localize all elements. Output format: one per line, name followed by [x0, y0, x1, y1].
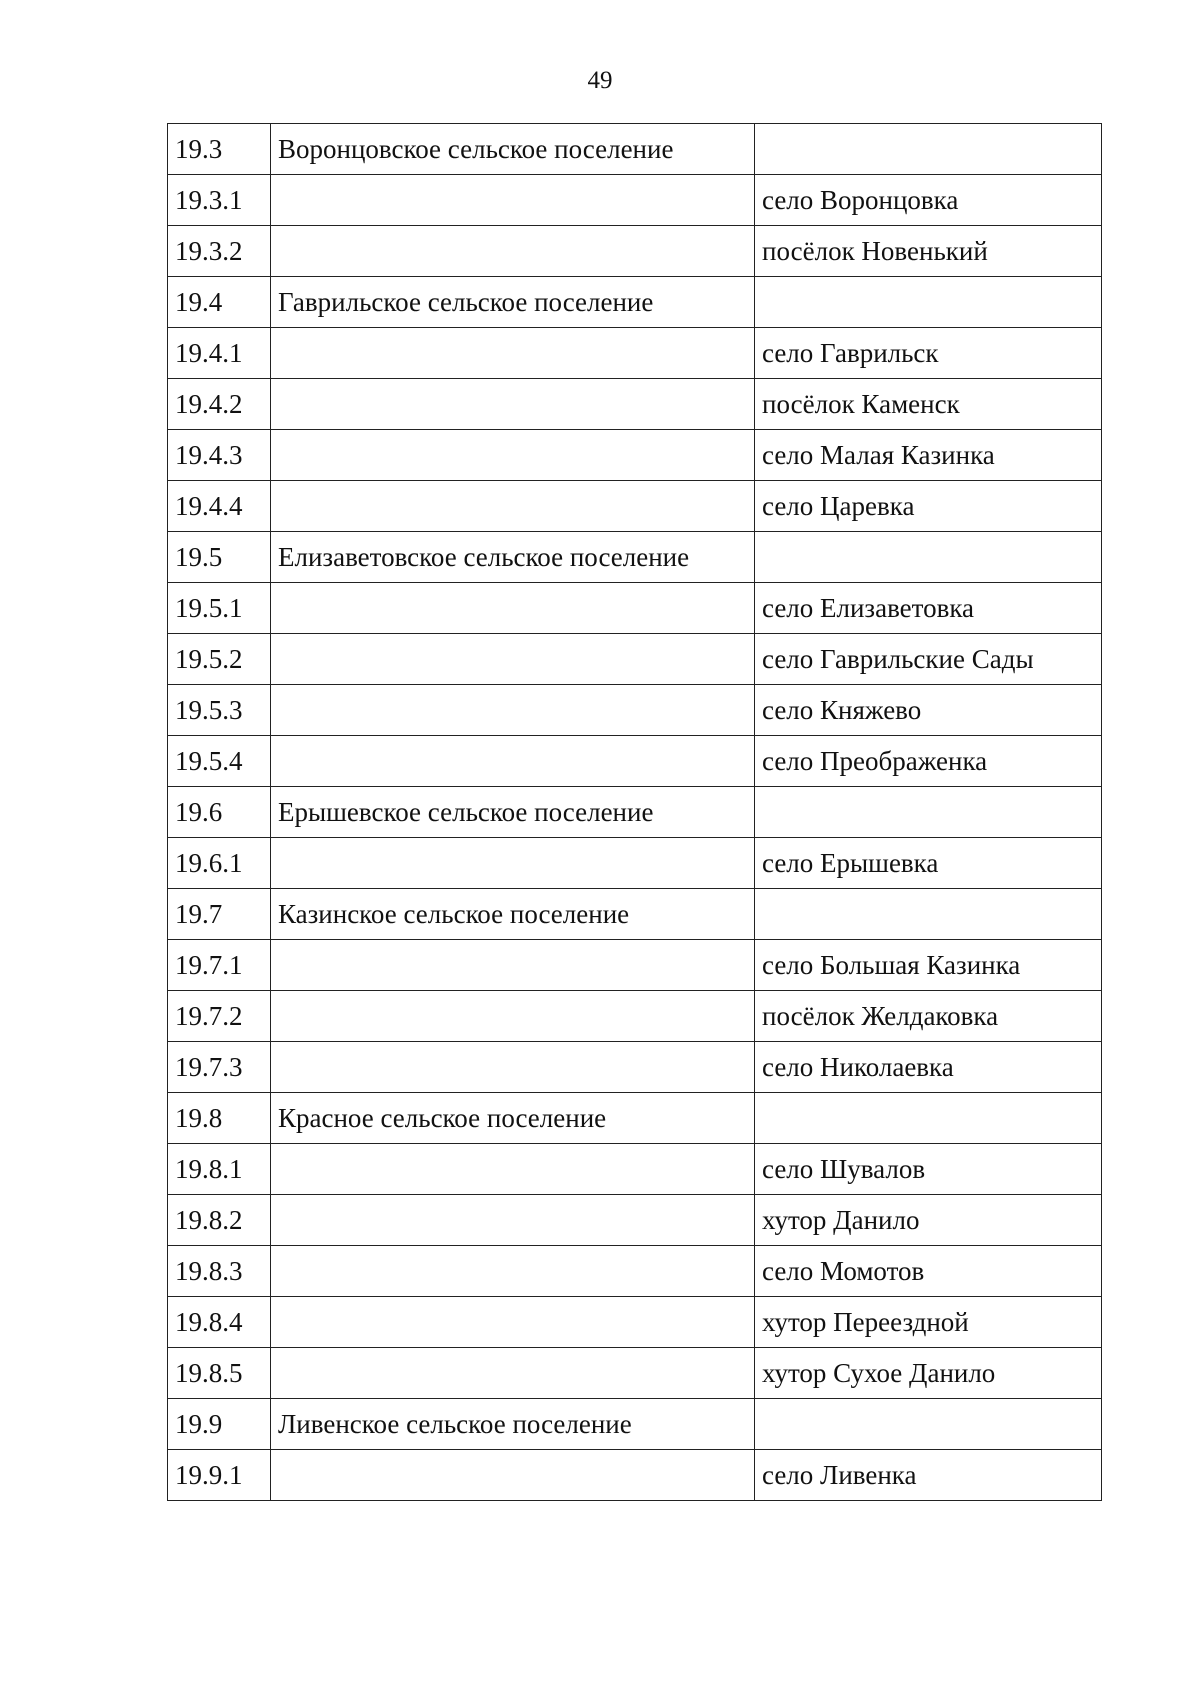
table-row	[168, 1297, 1102, 1348]
table-row	[168, 277, 1102, 328]
row-locality: село Гаврильские Сады	[755, 634, 1102, 685]
row-settlement	[271, 1450, 755, 1501]
table-row	[168, 1195, 1102, 1246]
row-settlement	[271, 175, 755, 226]
row-code: 19.7.3	[168, 1042, 271, 1093]
row-locality: село Преображенка	[755, 736, 1102, 787]
row-code: 19.6.1	[168, 838, 271, 889]
row-code: 19.8.3	[168, 1246, 271, 1297]
row-code: 19.5.2	[168, 634, 271, 685]
row-locality: село Ерышевка	[755, 838, 1102, 889]
row-code: 19.4.4	[168, 481, 271, 532]
table-row	[168, 1246, 1102, 1297]
table-row	[168, 328, 1102, 379]
row-locality	[755, 277, 1102, 328]
row-settlement	[271, 940, 755, 991]
row-locality: село Княжево	[755, 685, 1102, 736]
table-row	[168, 991, 1102, 1042]
row-settlement	[271, 1246, 755, 1297]
row-code: 19.5	[168, 532, 271, 583]
row-settlement	[271, 1144, 755, 1195]
row-locality: село Ливенка	[755, 1450, 1102, 1501]
row-locality: село Гаврильск	[755, 328, 1102, 379]
row-settlement	[271, 1348, 755, 1399]
row-settlement: Ерышевское сельское поселение	[271, 787, 755, 838]
row-code: 19.9	[168, 1399, 271, 1450]
row-code: 19.3.1	[168, 175, 271, 226]
row-code: 19.5.3	[168, 685, 271, 736]
row-locality: село Малая Казинка	[755, 430, 1102, 481]
table-row	[168, 634, 1102, 685]
table-row	[168, 940, 1102, 991]
row-locality: посёлок Желдаковка	[755, 991, 1102, 1042]
row-code: 19.4.3	[168, 430, 271, 481]
row-code: 19.5.1	[168, 583, 271, 634]
row-settlement	[271, 481, 755, 532]
row-settlement	[271, 991, 755, 1042]
row-settlement: Ливенское сельское поселение	[271, 1399, 755, 1450]
table-row	[168, 1348, 1102, 1399]
settlement-table	[167, 123, 1102, 1501]
row-locality: село Николаевка	[755, 1042, 1102, 1093]
row-settlement	[271, 838, 755, 889]
table-row	[168, 532, 1102, 583]
row-settlement	[271, 685, 755, 736]
page-number: 49	[587, 67, 613, 94]
row-locality	[755, 532, 1102, 583]
row-locality: село Воронцовка	[755, 175, 1102, 226]
table-row	[168, 736, 1102, 787]
row-code: 19.8	[168, 1093, 271, 1144]
row-settlement	[271, 1297, 755, 1348]
row-settlement	[271, 583, 755, 634]
row-code: 19.5.4	[168, 736, 271, 787]
table-row	[168, 226, 1102, 277]
table-row	[168, 430, 1102, 481]
row-code: 19.4.1	[168, 328, 271, 379]
table-row	[168, 1144, 1102, 1195]
table-row	[168, 1042, 1102, 1093]
row-code: 19.8.4	[168, 1297, 271, 1348]
row-settlement: Воронцовское сельское поселение	[271, 124, 755, 175]
row-locality: хутор Переездной	[755, 1297, 1102, 1348]
row-locality: посёлок Новенький	[755, 226, 1102, 277]
row-code: 19.7.1	[168, 940, 271, 991]
row-code: 19.4	[168, 277, 271, 328]
row-settlement	[271, 736, 755, 787]
table-row	[168, 685, 1102, 736]
row-locality: село Момотов	[755, 1246, 1102, 1297]
row-settlement	[271, 226, 755, 277]
row-settlement	[271, 430, 755, 481]
row-settlement	[271, 1195, 755, 1246]
table-body	[168, 124, 1102, 1501]
table-row	[168, 583, 1102, 634]
row-locality: село Царевка	[755, 481, 1102, 532]
table-row	[168, 787, 1102, 838]
row-settlement	[271, 634, 755, 685]
table-row	[168, 889, 1102, 940]
table-row	[168, 1399, 1102, 1450]
row-settlement: Елизаветовское сельское поселение	[271, 532, 755, 583]
table-row	[168, 1450, 1102, 1501]
row-locality	[755, 124, 1102, 175]
row-settlement: Гаврильское сельское поселение	[271, 277, 755, 328]
row-locality	[755, 1093, 1102, 1144]
row-locality	[755, 889, 1102, 940]
row-code: 19.6	[168, 787, 271, 838]
row-locality: село Елизаветовка	[755, 583, 1102, 634]
row-settlement: Казинское сельское поселение	[271, 889, 755, 940]
row-code: 19.4.2	[168, 379, 271, 430]
row-locality	[755, 787, 1102, 838]
row-settlement	[271, 328, 755, 379]
row-code: 19.8.5	[168, 1348, 271, 1399]
table-row	[168, 124, 1102, 175]
row-settlement	[271, 1042, 755, 1093]
row-code: 19.9.1	[168, 1450, 271, 1501]
row-code: 19.7	[168, 889, 271, 940]
row-code: 19.3	[168, 124, 271, 175]
table-row	[168, 1093, 1102, 1144]
table-row	[168, 175, 1102, 226]
row-locality	[755, 1399, 1102, 1450]
row-locality: хутор Сухое Данило	[755, 1348, 1102, 1399]
row-locality: село Шувалов	[755, 1144, 1102, 1195]
row-locality: село Большая Казинка	[755, 940, 1102, 991]
row-code: 19.7.2	[168, 991, 271, 1042]
row-code: 19.8.2	[168, 1195, 271, 1246]
table-row	[168, 481, 1102, 532]
table-row	[168, 379, 1102, 430]
row-code: 19.3.2	[168, 226, 271, 277]
row-locality: посёлок Каменск	[755, 379, 1102, 430]
table-row	[168, 838, 1102, 889]
row-settlement	[271, 379, 755, 430]
row-settlement: Красное сельское поселение	[271, 1093, 755, 1144]
row-locality: хутор Данило	[755, 1195, 1102, 1246]
row-code: 19.8.1	[168, 1144, 271, 1195]
